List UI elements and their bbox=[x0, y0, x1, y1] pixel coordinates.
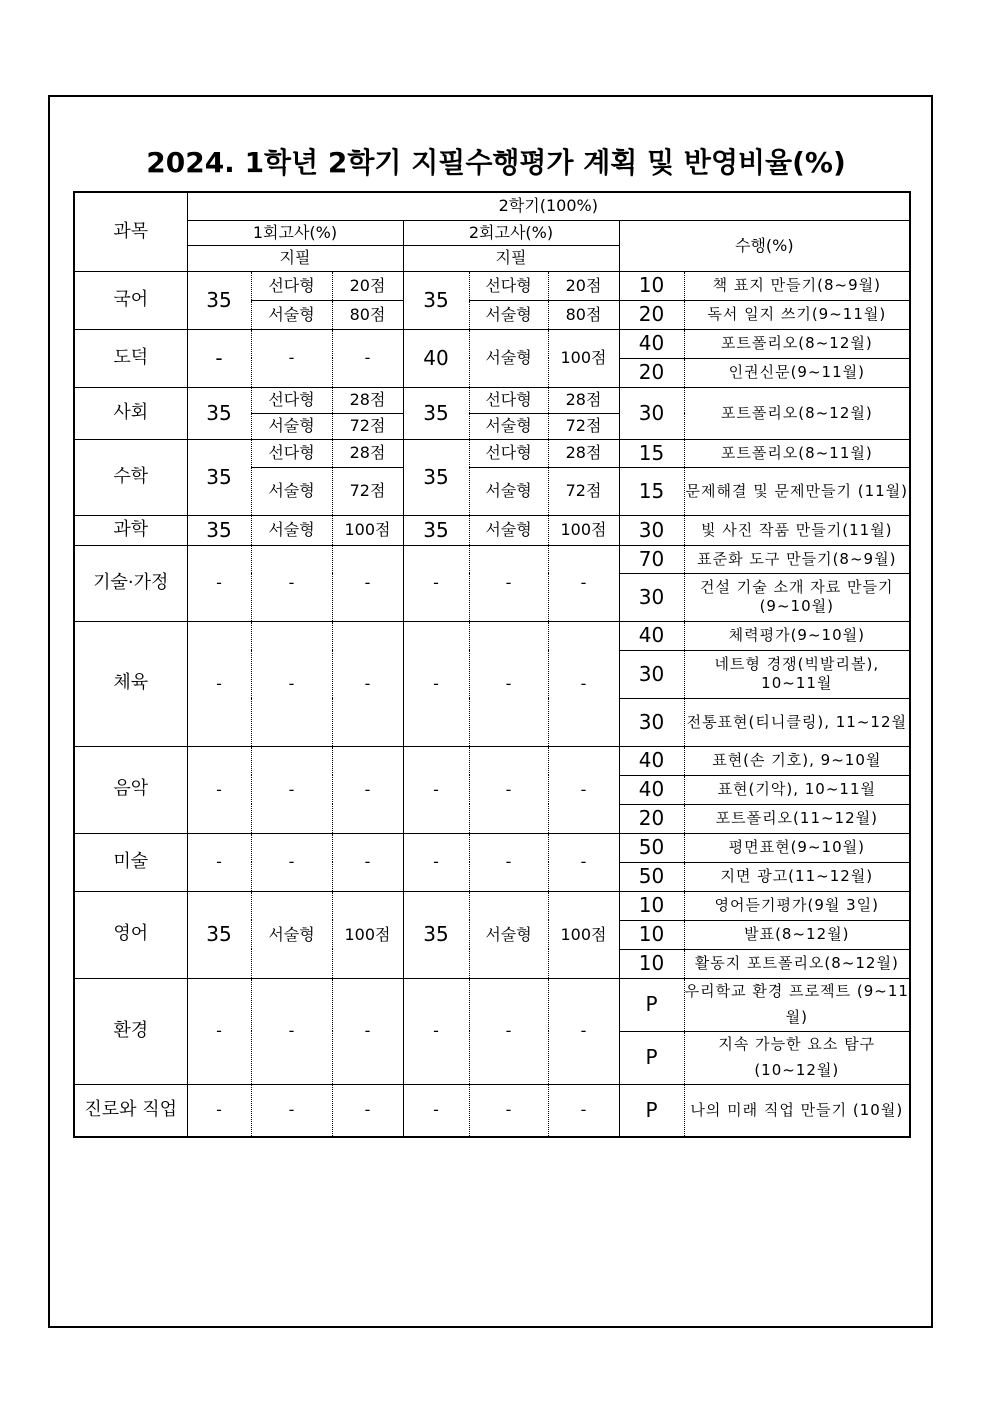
perf-score: 30 bbox=[619, 698, 684, 746]
dash-cell: - bbox=[469, 1084, 548, 1137]
dash-cell: - bbox=[469, 621, 548, 746]
subject-math: 수학 bbox=[74, 439, 187, 515]
perf-desc: 전통표현(티니클링), 11~12월 bbox=[684, 698, 910, 746]
perf-score: 10 bbox=[619, 891, 684, 920]
dash-cell: - bbox=[332, 1084, 403, 1137]
perf-desc: 평면표현(9~10월) bbox=[684, 833, 910, 862]
perf-score: 30 bbox=[619, 650, 684, 698]
dash-cell: - bbox=[332, 746, 403, 833]
exam1-type: 서술형 bbox=[251, 413, 332, 439]
exam2-ratio: 40 bbox=[403, 329, 469, 387]
dash-cell: - bbox=[469, 833, 548, 891]
dash-cell: - bbox=[469, 545, 548, 621]
dash-cell: - bbox=[251, 978, 332, 1084]
exam2-type: 서술형 bbox=[469, 329, 548, 387]
exam1-ratio: 35 bbox=[187, 387, 251, 439]
perf-desc: 활동지 포트폴리오(8~12월) bbox=[684, 949, 910, 978]
perf-score: 40 bbox=[619, 329, 684, 358]
perf-score: P bbox=[619, 1031, 684, 1084]
exam2-type: 서술형 bbox=[469, 413, 548, 439]
exam2-ratio: 35 bbox=[403, 891, 469, 978]
exam1-points: - bbox=[332, 329, 403, 387]
header-performance: 수행(%) bbox=[619, 220, 910, 271]
exam1-type: 서술형 bbox=[251, 515, 332, 545]
perf-score: 30 bbox=[619, 515, 684, 545]
perf-desc: 표현(기악), 10~11월 bbox=[684, 775, 910, 804]
exam1-type: 서술형 bbox=[251, 467, 332, 515]
perf-desc: 발표(8~12월) bbox=[684, 920, 910, 949]
exam1-type: 선다형 bbox=[251, 439, 332, 467]
exam2-type: 서술형 bbox=[469, 300, 548, 329]
perf-score: 50 bbox=[619, 862, 684, 891]
dash-cell: - bbox=[187, 621, 251, 746]
exam1-type: 선다형 bbox=[251, 387, 332, 413]
exam2-type: 선다형 bbox=[469, 271, 548, 300]
dash-cell: - bbox=[548, 746, 619, 833]
perf-score: 10 bbox=[619, 920, 684, 949]
exam2-ratio: 35 bbox=[403, 439, 469, 515]
perf-desc: 빛 사진 작품 만들기(11월) bbox=[684, 515, 910, 545]
dash-cell: - bbox=[187, 545, 251, 621]
exam2-ratio: 35 bbox=[403, 515, 469, 545]
dash-cell: - bbox=[403, 621, 469, 746]
perf-desc: 포트폴리오(11~12월) bbox=[684, 804, 910, 833]
dash-cell: - bbox=[548, 978, 619, 1084]
dash-cell: - bbox=[332, 621, 403, 746]
perf-desc: 문제해결 및 문제만들기 (11월) bbox=[684, 467, 910, 515]
dash-cell: - bbox=[251, 1084, 332, 1137]
exam2-points: 72점 bbox=[548, 413, 619, 439]
perf-score: 10 bbox=[619, 949, 684, 978]
exam1-type: 선다형 bbox=[251, 271, 332, 300]
header-semester: 2학기(100%) bbox=[187, 192, 910, 220]
subject-music: 음악 bbox=[74, 746, 187, 833]
perf-desc: 건설 기술 소개 자료 만들기 (9~10월) bbox=[684, 573, 910, 621]
header-exam1: 1회고사(%) bbox=[187, 220, 403, 245]
dash-cell: - bbox=[251, 833, 332, 891]
exam1-points: 72점 bbox=[332, 467, 403, 515]
dash-cell: - bbox=[548, 1084, 619, 1137]
perf-score: 30 bbox=[619, 573, 684, 621]
perf-score: 40 bbox=[619, 621, 684, 650]
exam1-points: 20점 bbox=[332, 271, 403, 300]
perf-desc: 체력평가(9~10월) bbox=[684, 621, 910, 650]
exam2-points: 100점 bbox=[548, 515, 619, 545]
subject-tech: 기술·가정 bbox=[74, 545, 187, 621]
dash-cell: - bbox=[403, 545, 469, 621]
perf-score: 40 bbox=[619, 746, 684, 775]
perf-desc: 지면 광고(11~12월) bbox=[684, 862, 910, 891]
perf-desc: 영어듣기평가(9월 3일) bbox=[684, 891, 910, 920]
perf-score: 40 bbox=[619, 775, 684, 804]
header-written2: 지필 bbox=[403, 245, 619, 271]
assessment-table bbox=[73, 191, 911, 1138]
exam1-points: 28점 bbox=[332, 387, 403, 413]
dash-cell: - bbox=[332, 978, 403, 1084]
dash-cell: - bbox=[187, 746, 251, 833]
exam2-points: 28점 bbox=[548, 439, 619, 467]
exam1-ratio: 35 bbox=[187, 515, 251, 545]
header-subject: 과목 bbox=[74, 192, 187, 271]
dash-cell: - bbox=[251, 545, 332, 621]
exam1-ratio: - bbox=[187, 329, 251, 387]
exam1-points: 100점 bbox=[332, 515, 403, 545]
perf-score: 70 bbox=[619, 545, 684, 573]
dash-cell: - bbox=[187, 978, 251, 1084]
exam1-type: 서술형 bbox=[251, 300, 332, 329]
exam2-type: 서술형 bbox=[469, 891, 548, 978]
subject-korean: 국어 bbox=[74, 271, 187, 329]
perf-desc: 포트폴리오(8~12월) bbox=[684, 329, 910, 358]
perf-desc: 독서 일지 쓰기(9~11월) bbox=[684, 300, 910, 329]
perf-desc: 포트폴리오(8~12월) bbox=[684, 387, 910, 439]
dash-cell: - bbox=[187, 833, 251, 891]
exam2-type: 서술형 bbox=[469, 467, 548, 515]
dash-cell: - bbox=[548, 545, 619, 621]
subject-career: 진로와 직업 bbox=[74, 1084, 187, 1137]
subject-ethics: 도덕 bbox=[74, 329, 187, 387]
exam1-ratio: 35 bbox=[187, 891, 251, 978]
perf-desc: 인권신문(9~11월) bbox=[684, 358, 910, 387]
dash-cell: - bbox=[187, 1084, 251, 1137]
dash-cell: - bbox=[251, 746, 332, 833]
perf-desc: 표현(손 기호), 9~10월 bbox=[684, 746, 910, 775]
subject-english: 영어 bbox=[74, 891, 187, 978]
perf-desc: 표준화 도구 만들기(8~9월) bbox=[684, 545, 910, 573]
dash-cell: - bbox=[403, 746, 469, 833]
exam1-ratio: 35 bbox=[187, 271, 251, 329]
header-written1: 지필 bbox=[187, 245, 403, 271]
exam2-type: 선다형 bbox=[469, 439, 548, 467]
perf-score: 20 bbox=[619, 300, 684, 329]
perf-score: 20 bbox=[619, 358, 684, 387]
dash-cell: - bbox=[403, 1084, 469, 1137]
dash-cell: - bbox=[403, 833, 469, 891]
perf-desc: 나의 미래 직업 만들기 (10월) bbox=[684, 1084, 910, 1137]
subject-social: 사회 bbox=[74, 387, 187, 439]
perf-score: 30 bbox=[619, 387, 684, 439]
perf-desc: 지속 가능한 요소 탐구 (10~12월) bbox=[684, 1031, 910, 1084]
exam2-points: 100점 bbox=[548, 329, 619, 387]
exam1-points: 80점 bbox=[332, 300, 403, 329]
exam2-ratio: 35 bbox=[403, 271, 469, 329]
page-title: 2024. 1학년 2학기 지필수행평가 계획 및 반영비율(%) bbox=[146, 146, 846, 179]
subject-art: 미술 bbox=[74, 833, 187, 891]
subject-pe: 체육 bbox=[74, 621, 187, 746]
dash-cell: - bbox=[403, 978, 469, 1084]
perf-score: 50 bbox=[619, 833, 684, 862]
exam2-type: 선다형 bbox=[469, 387, 548, 413]
exam1-points: 72점 bbox=[332, 413, 403, 439]
dash-cell: - bbox=[548, 833, 619, 891]
exam2-type: 서술형 bbox=[469, 515, 548, 545]
exam2-ratio: 35 bbox=[403, 387, 469, 439]
exam2-points: 80점 bbox=[548, 300, 619, 329]
perf-desc: 네트형 경쟁(빅발리볼), 10~11월 bbox=[684, 650, 910, 698]
exam1-type: 서술형 bbox=[251, 891, 332, 978]
dash-cell: - bbox=[469, 978, 548, 1084]
perf-desc: 포트폴리오(8~11월) bbox=[684, 439, 910, 467]
dash-cell: - bbox=[548, 621, 619, 746]
perf-score: 20 bbox=[619, 804, 684, 833]
perf-score: 15 bbox=[619, 439, 684, 467]
header-exam2: 2회고사(%) bbox=[403, 220, 619, 245]
subject-environment: 환경 bbox=[74, 978, 187, 1084]
perf-desc: 우리학교 환경 프로젝트 (9~11월) bbox=[684, 978, 910, 1031]
subject-science: 과학 bbox=[74, 515, 187, 545]
perf-score: 15 bbox=[619, 467, 684, 515]
exam1-type: - bbox=[251, 329, 332, 387]
dash-cell: - bbox=[469, 746, 548, 833]
perf-score: 10 bbox=[619, 271, 684, 300]
dash-cell: - bbox=[332, 833, 403, 891]
dash-cell: - bbox=[251, 621, 332, 746]
exam1-ratio: 35 bbox=[187, 439, 251, 515]
dash-cell: - bbox=[332, 545, 403, 621]
exam1-points: 28점 bbox=[332, 439, 403, 467]
exam1-points: 100점 bbox=[332, 891, 403, 978]
exam2-points: 72점 bbox=[548, 467, 619, 515]
exam2-points: 100점 bbox=[548, 891, 619, 978]
exam2-points: 20점 bbox=[548, 271, 619, 300]
perf-desc: 책 표지 만들기(8~9월) bbox=[684, 271, 910, 300]
exam2-points: 28점 bbox=[548, 387, 619, 413]
perf-score: P bbox=[619, 978, 684, 1031]
perf-score: P bbox=[619, 1084, 684, 1137]
